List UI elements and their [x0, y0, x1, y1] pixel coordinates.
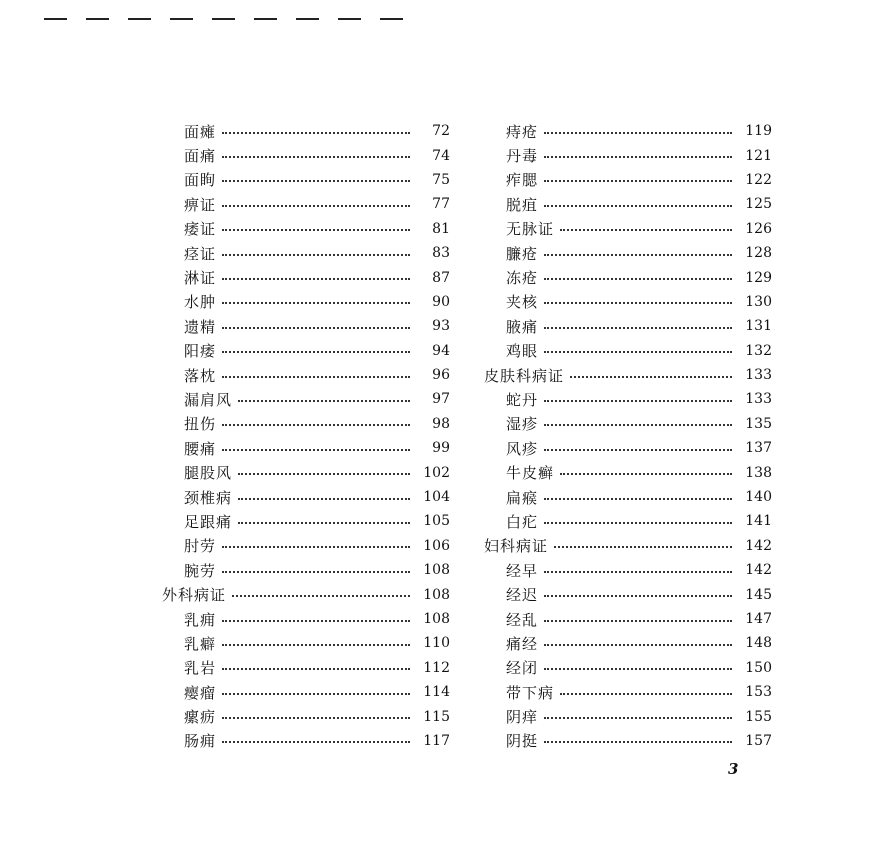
- dot-leader: [222, 570, 410, 573]
- toc-entry-title: 冻疮: [506, 269, 539, 288]
- toc-entry-page: 75: [432, 171, 450, 188]
- toc-entry-title: 痿证: [184, 220, 217, 239]
- toc-entry[interactable]: [160, 168, 450, 192]
- toc-entry[interactable]: [482, 241, 772, 265]
- toc-entry[interactable]: [160, 265, 450, 289]
- toc-entry-title: 水肿: [184, 293, 217, 312]
- dot-leader: [544, 643, 732, 646]
- toc-entry-title: 漏肩风: [184, 390, 233, 409]
- dot-leader: [238, 399, 410, 402]
- toc-entry-page: 138: [745, 464, 772, 481]
- toc-entry[interactable]: [160, 314, 450, 338]
- dot-leader: [222, 155, 410, 158]
- toc-entry-page: 122: [745, 171, 772, 188]
- toc-entry[interactable]: [482, 143, 772, 167]
- toc-entry-page: 132: [745, 342, 772, 359]
- toc-entry-page: 87: [432, 269, 450, 286]
- toc-entry-page: 74: [432, 147, 450, 164]
- dot-leader: [222, 448, 410, 451]
- toc-entry-title: 乳岩: [184, 659, 217, 678]
- toc-entry-page: 102: [423, 464, 450, 481]
- toc-entry[interactable]: [160, 119, 450, 143]
- toc-entry-page: 121: [745, 147, 772, 164]
- dot-leader: [238, 521, 410, 524]
- toc-entry[interactable]: [160, 241, 450, 265]
- toc-entry-page: 99: [432, 440, 450, 457]
- dot-leader: [222, 692, 410, 695]
- toc-entry[interactable]: [160, 192, 450, 216]
- toc-entry[interactable]: [160, 412, 450, 436]
- toc-entry[interactable]: [482, 217, 772, 241]
- dot-leader: [222, 179, 410, 182]
- toc-entry-title: 经乱: [506, 610, 539, 629]
- toc-entry-title: 面痛: [184, 147, 217, 166]
- page-number: 3: [728, 760, 739, 778]
- toc-entry-title: 臁疮: [506, 244, 539, 263]
- toc-entry-page: 98: [432, 415, 450, 432]
- dot-leader: [554, 545, 732, 548]
- toc-entry[interactable]: [482, 680, 772, 704]
- dot-leader: [222, 131, 410, 134]
- toc-entry-page: 140: [745, 489, 772, 506]
- toc-entry-title: 乳痈: [184, 610, 217, 629]
- toc-entry-title: 阴痒: [506, 708, 539, 727]
- dot-leader: [222, 423, 410, 426]
- toc-entry-title: 夹核: [506, 293, 539, 312]
- toc-left-column: [160, 119, 450, 753]
- toc-section-heading[interactable]: [482, 363, 772, 387]
- dot-leader: [238, 497, 410, 500]
- toc-entry[interactable]: [160, 656, 450, 680]
- toc-entry[interactable]: [160, 143, 450, 167]
- dot-leader: [544, 619, 732, 622]
- dot-leader: [560, 472, 732, 475]
- dot-leader: [570, 375, 732, 378]
- toc-entry-page: 157: [745, 732, 772, 749]
- dot-leader: [544, 179, 732, 182]
- toc-entry[interactable]: [160, 631, 450, 655]
- dot-leader: [222, 619, 410, 622]
- toc-entry-title: 痛经: [506, 634, 539, 653]
- dot-leader: [544, 204, 732, 207]
- dot-leader: [544, 277, 732, 280]
- dot-leader: [222, 545, 410, 548]
- toc-entry-page: 150: [745, 659, 772, 676]
- toc-entry-page: 137: [745, 440, 772, 457]
- toc-entry[interactable]: [160, 387, 450, 411]
- dot-leader: [232, 594, 410, 597]
- toc-entry-page: 147: [745, 611, 772, 627]
- toc-entry[interactable]: [160, 290, 450, 314]
- toc-entry-page: 129: [745, 269, 772, 286]
- toc-entry-title: 肠痈: [184, 732, 217, 751]
- toc-entry-page: 83: [432, 245, 450, 262]
- toc-entry[interactable]: [160, 217, 450, 241]
- dot-leader: [222, 301, 410, 304]
- toc-entry-page: 133: [745, 391, 772, 408]
- toc-entry-title: 经闭: [506, 659, 539, 678]
- dot-leader: [544, 448, 732, 451]
- toc-entry-title: 腋痛: [506, 317, 539, 336]
- dot-leader: [222, 228, 410, 231]
- dot-leader: [544, 131, 732, 134]
- toc-entry-title: 经迟: [506, 586, 539, 605]
- toc-entry[interactable]: [160, 363, 450, 387]
- toc-entry-title: 痉证: [184, 244, 217, 263]
- toc-entry[interactable]: [160, 339, 450, 363]
- toc-entry-title: 腕劳: [184, 561, 217, 580]
- toc-entry-title: 妇科病证: [484, 537, 549, 556]
- toc-entry[interactable]: [482, 582, 772, 606]
- toc-entry-title: 瘰疬: [184, 708, 217, 727]
- toc-entry[interactable]: [482, 168, 772, 192]
- toc-entry-page: 131: [745, 318, 772, 335]
- dot-leader: [544, 740, 732, 743]
- toc-entry[interactable]: [482, 729, 772, 753]
- toc-entry-page: 96: [432, 367, 450, 384]
- toc-entry-title: 脱疽: [506, 195, 539, 214]
- toc-entry[interactable]: [482, 192, 772, 216]
- toc-entry-page: 155: [745, 708, 772, 725]
- toc-entry-title: 扭伤: [184, 415, 217, 434]
- toc-entry-page: 104: [423, 489, 450, 506]
- toc-entry-page: 106: [423, 537, 450, 554]
- toc-entry-title: 牛皮癣: [506, 464, 555, 483]
- toc-entry[interactable]: [160, 729, 450, 753]
- dot-leader: [544, 399, 732, 402]
- toc-entry-title: 腰痛: [184, 439, 217, 458]
- dot-leader: [544, 253, 732, 256]
- toc-entry-title: 瘿瘤: [184, 683, 217, 702]
- toc-entry-title: 痔疮: [506, 122, 539, 141]
- toc-entry[interactable]: [482, 265, 772, 289]
- dot-leader: [222, 667, 410, 670]
- toc-entry-title: 颈椎病: [184, 488, 233, 507]
- toc-entry[interactable]: [160, 534, 450, 558]
- toc-entry-page: 126: [745, 220, 772, 237]
- toc-entry-title: 阳痿: [184, 342, 217, 361]
- toc-entry-title: 皮肤科病证: [484, 366, 565, 385]
- toc-entry-page: 108: [423, 562, 450, 579]
- dot-leader: [544, 423, 732, 426]
- toc-entry[interactable]: [482, 290, 772, 314]
- toc-entry-title: 面眴: [184, 171, 217, 190]
- toc-entry[interactable]: [482, 607, 772, 631]
- toc-entry-title: 足跟痛: [184, 512, 233, 531]
- toc-entry-page: 115: [423, 708, 450, 725]
- dot-leader: [222, 204, 410, 207]
- toc-entry-page: 112: [423, 659, 450, 676]
- toc-entry[interactable]: [160, 680, 450, 704]
- toc-entry-title: 痹证: [184, 195, 217, 214]
- toc-entry[interactable]: [482, 436, 772, 460]
- toc-entry-page: 130: [745, 293, 772, 310]
- dot-leader: [222, 253, 410, 256]
- toc-entry-title: 经早: [506, 561, 539, 580]
- toc-entry[interactable]: [482, 119, 772, 143]
- toc-entry-page: 110: [423, 635, 450, 652]
- dot-leader: [544, 326, 732, 329]
- toc-entry-page: 108: [423, 586, 450, 603]
- toc-section-heading[interactable]: [160, 582, 450, 606]
- dot-leader: [238, 472, 410, 475]
- toc-entry[interactable]: [482, 387, 772, 411]
- toc-entry[interactable]: [482, 485, 772, 509]
- toc-entry-page: 125: [745, 196, 772, 213]
- toc-entry-title: 白疕: [506, 512, 539, 531]
- toc-entry-title: 带下病: [506, 683, 555, 702]
- toc-entry[interactable]: [482, 656, 772, 680]
- toc-entry[interactable]: [160, 460, 450, 484]
- toc-entry-page: 142: [745, 562, 772, 579]
- dot-leader: [544, 155, 732, 158]
- toc-entry-title: 无脉证: [506, 220, 555, 239]
- toc-entry[interactable]: [160, 607, 450, 631]
- toc-entry-title: 鸡眼: [506, 342, 539, 361]
- toc-entry-page: 72: [432, 123, 450, 140]
- toc-right-column: [482, 119, 772, 753]
- toc-entry-title: 外科病证: [162, 586, 227, 605]
- toc-entry-title: 乳癖: [184, 634, 217, 653]
- toc-entry-title: 湿疹: [506, 415, 539, 434]
- toc-entry-page: 93: [432, 318, 450, 335]
- dot-leader: [544, 350, 732, 353]
- toc-entry[interactable]: [482, 509, 772, 533]
- toc-entry-title: 腿股风: [184, 464, 233, 483]
- toc-entry-title: 扁瘊: [506, 488, 539, 507]
- dot-leader: [544, 301, 732, 304]
- toc-entry-page: 114: [423, 684, 450, 701]
- toc-entry[interactable]: [482, 631, 772, 655]
- toc-entry-page: 133: [745, 367, 772, 384]
- dot-leader: [560, 228, 732, 231]
- toc-entry-page: 119: [745, 123, 772, 140]
- toc-entry-page: 94: [432, 342, 450, 359]
- toc-entry-title: 遗精: [184, 317, 217, 336]
- toc-entry-page: 108: [423, 611, 450, 627]
- dot-leader: [222, 375, 410, 378]
- dot-leader: [222, 716, 410, 719]
- toc-entry-title: 落枕: [184, 366, 217, 385]
- toc-entry[interactable]: [482, 314, 772, 338]
- toc-entry[interactable]: [482, 339, 772, 363]
- toc-entry[interactable]: [482, 460, 772, 484]
- dot-leader: [544, 667, 732, 670]
- dot-leader: [222, 350, 410, 353]
- toc-entry-page: 81: [432, 220, 450, 237]
- toc-entry[interactable]: [160, 436, 450, 460]
- dot-leader: [544, 716, 732, 719]
- toc-entry-page: 141: [745, 513, 772, 530]
- toc-entry[interactable]: [160, 558, 450, 582]
- toc-entry-page: 145: [745, 586, 772, 603]
- toc-entry-title: 淋证: [184, 269, 217, 288]
- toc-entry-page: 128: [745, 245, 772, 262]
- toc-entry[interactable]: [160, 485, 450, 509]
- dot-leader: [544, 570, 732, 573]
- toc-entry-title: 丹毒: [506, 147, 539, 166]
- toc-entry-page: 153: [745, 684, 772, 701]
- toc-entry-page: 97: [432, 391, 450, 408]
- toc-entry-page: 117: [423, 732, 450, 749]
- dot-leader: [560, 692, 732, 695]
- toc-entry[interactable]: [482, 558, 772, 582]
- toc-entry[interactable]: [160, 704, 450, 728]
- toc-entry-page: 105: [423, 513, 450, 530]
- toc-entry-page: 135: [745, 415, 772, 432]
- toc-entry-title: 风疹: [506, 439, 539, 458]
- dot-leader: [544, 521, 732, 524]
- toc-section-heading[interactable]: [482, 534, 772, 558]
- dot-leader: [544, 497, 732, 500]
- toc-entry-page: 90: [432, 293, 450, 310]
- toc-entry[interactable]: [482, 412, 772, 436]
- toc-entry-title: 阴挺: [506, 732, 539, 751]
- toc-entry-page: 77: [432, 196, 450, 213]
- dot-leader: [222, 740, 410, 743]
- toc-entry-title: 肘劳: [184, 537, 217, 556]
- dot-leader: [222, 277, 410, 280]
- dot-leader: [544, 594, 732, 597]
- toc-entry-title: 蛇丹: [506, 390, 539, 409]
- toc-entry[interactable]: [160, 509, 450, 533]
- toc-entry-page: 142: [745, 537, 772, 554]
- toc-entry-title: 面瘫: [184, 122, 217, 141]
- toc-entry-page: 148: [745, 635, 772, 652]
- dot-leader: [222, 643, 410, 646]
- toc-entry-title: 痄腮: [506, 171, 539, 190]
- header-dash-rule: [44, 18, 403, 20]
- dot-leader: [222, 326, 410, 329]
- toc-entry[interactable]: [482, 704, 772, 728]
